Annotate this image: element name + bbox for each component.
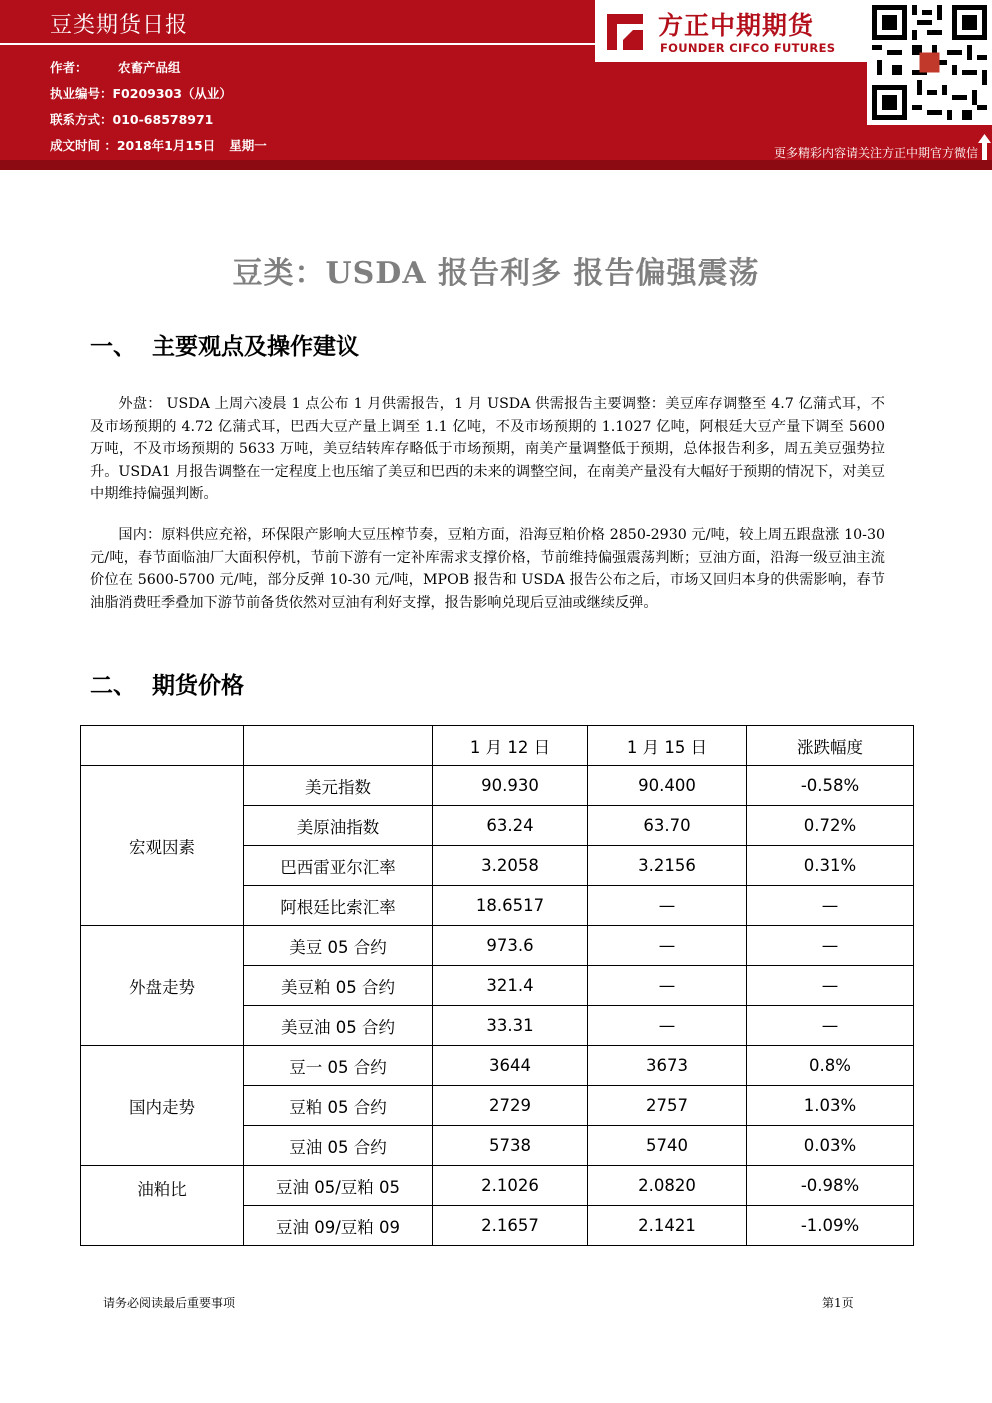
report-header (0, 0, 992, 170)
value-jan15-cell: 90.400 (588, 766, 747, 806)
change-cell: — (747, 966, 914, 1006)
license-label: 执业编号： (50, 86, 113, 101)
item-name-cell: 巴西雷亚尔汇率 (244, 846, 433, 886)
table-header-row (81, 726, 914, 766)
brand-name-cn: 方正中期期货 (658, 11, 815, 40)
value-jan12-cell: 63.24 (433, 806, 588, 846)
table-header-cell: 1 月 12 日 (433, 726, 588, 766)
item-name-cell: 豆油 09/豆粕 09 (244, 1206, 433, 1246)
value-jan15-cell: 2757 (588, 1086, 747, 1126)
value-jan12-cell: 5738 (433, 1126, 588, 1166)
value-jan15-cell: — (588, 886, 747, 926)
section-number: 一、 (90, 334, 136, 360)
change-cell: 0.03% (747, 1126, 914, 1166)
group-label-cell: 外盘走势 (81, 926, 244, 1046)
change-cell: -1.09% (747, 1206, 914, 1246)
qr-code-icon (867, 0, 992, 125)
license-line (50, 84, 232, 102)
footer-notice: 请务必阅读最后重要事项 (103, 1296, 236, 1310)
table-row (81, 1166, 914, 1206)
author-value: 农畜产品组 (118, 60, 181, 75)
table-header-cell (81, 726, 244, 766)
date-value: 2018年1月15日 (116, 138, 216, 153)
item-name-cell: 美元指数 (244, 766, 433, 806)
section-title: 主要观点及操作建议 (152, 334, 359, 360)
group-label-cell: 油粕比 (81, 1166, 244, 1246)
value-jan12-cell: 973.6 (433, 926, 588, 966)
value-jan12-cell: 3.2058 (433, 846, 588, 886)
change-cell: 0.31% (747, 846, 914, 886)
license-value: F0209303（从业） (112, 86, 232, 101)
value-jan12-cell: 2.1657 (433, 1206, 588, 1246)
change-cell: -0.98% (747, 1166, 914, 1206)
table-header-cell: 1 月 15 日 (588, 726, 747, 766)
author-label: 作者： (50, 60, 88, 75)
group-label-cell: 宏观因素 (81, 766, 244, 926)
table-row (81, 766, 914, 806)
section-heading-2 (90, 667, 244, 700)
header-bottom-band (0, 160, 992, 170)
value-jan12-cell: 2.1026 (433, 1166, 588, 1206)
value-jan15-cell: 63.70 (588, 806, 747, 846)
paragraph-domestic: 国内：原料供应充裕，环保限产影响大豆压榨节奏，豆粕方面，沿海豆粕价格 2850-2930 元/吨，较上周五跟盘涨 10-30 元/吨，春节面临油厂大面积停机，节前下游有一定补库需求支撑价格，节前维持偏强震荡判断；豆油方面，沿海一级豆油主流价位在 5600-5700 元/吨，部分反弹 10-30 元/吨，MPOB 报告和 USDA 报告公布之后，市场又回归本身的供需影响，春节油脂消费旺季叠加下游节前备货依然对豆油有利好支撑，报告影响兑现后豆油或继续反弹。 (90, 527, 885, 611)
section-heading-1 (90, 328, 359, 361)
company-logo-icon (603, 10, 647, 54)
change-cell: 0.8% (747, 1046, 914, 1086)
value-jan12-cell: 2729 (433, 1086, 588, 1126)
item-name-cell: 豆粕 05 合约 (244, 1086, 433, 1126)
item-name-cell: 美豆油 05 合约 (244, 1006, 433, 1046)
table-row (81, 1046, 914, 1086)
value-jan15-cell: 2.0820 (588, 1166, 747, 1206)
value-jan15-cell: — (588, 1006, 747, 1046)
contact-line (50, 110, 213, 128)
change-cell: -0.58% (747, 766, 914, 806)
item-name-cell: 美豆 05 合约 (244, 926, 433, 966)
section-title: 期货价格 (152, 673, 244, 699)
value-jan15-cell: — (588, 966, 747, 1006)
table-row (81, 926, 914, 966)
brand-name-en: FOUNDER CIFCO FUTURES (660, 41, 836, 55)
value-jan15-cell: 2.1421 (588, 1206, 747, 1246)
section-number: 二、 (90, 673, 136, 699)
author-line (50, 58, 181, 76)
value-jan15-cell: 3673 (588, 1046, 747, 1086)
date-label: 成文时间 ： (50, 138, 117, 153)
contact-label: 联系方式： (50, 112, 113, 127)
group-label-cell: 国内走势 (81, 1046, 244, 1166)
page-title: 豆类：USDA 报告利多 报告偏强震荡 (232, 256, 760, 291)
item-name-cell: 美豆粕 05 合约 (244, 966, 433, 1006)
value-jan12-cell: 18.6517 (433, 886, 588, 926)
value-jan15-cell: 5740 (588, 1126, 747, 1166)
item-name-cell: 美原油指数 (244, 806, 433, 846)
item-name-cell: 豆油 05 合约 (244, 1126, 433, 1166)
page-number: 第1页 (822, 1296, 854, 1310)
up-arrow-icon (978, 134, 991, 160)
report-type-title: 豆类期货日报 (50, 13, 189, 38)
change-cell: 1.03% (747, 1086, 914, 1126)
weekday: 星期一 (229, 138, 267, 153)
table-header-cell (244, 726, 433, 766)
paragraph-overseas: 外盘： USDA 上周六凌晨 1 点公布 1 月供需报告，1 月 USDA 供需报告主要调整：美豆库存调整至 4.7 亿蒲式耳，不及市场预期的 4.72 亿蒲式耳，巴西大豆产量上调至 1.1 亿吨，不及市场预期的 1.1027 亿吨，阿根廷大豆产量下调至 5600 万吨，不及市场预期的 5633 万吨，美豆结转库存略低于市场预期，南美产量调整低于预期，总体报告利多，周五美豆强势拉升。USDA1 月报告调整在一定程度上也压缩了美豆和巴西的未来的调整空间，在南美产量没有大幅好于预期的情况下，对美豆中期维持偏强判断。 (90, 396, 885, 502)
header-divider (0, 43, 595, 45)
change-cell: 0.72% (747, 806, 914, 846)
item-name-cell: 豆一 05 合约 (244, 1046, 433, 1086)
value-jan15-cell: — (588, 926, 747, 966)
value-jan12-cell: 321.4 (433, 966, 588, 1006)
value-jan12-cell: 33.31 (433, 1006, 588, 1046)
value-jan12-cell: 90.930 (433, 766, 588, 806)
change-cell: — (747, 1006, 914, 1046)
date-line (50, 136, 267, 154)
value-jan15-cell: 3.2156 (588, 846, 747, 886)
table-header-cell: 涨跌幅度 (747, 726, 914, 766)
item-name-cell: 阿根廷比索汇率 (244, 886, 433, 926)
contact-value: 010-68578971 (112, 112, 214, 127)
change-cell: — (747, 926, 914, 966)
item-name-cell: 豆油 05/豆粕 05 (244, 1166, 433, 1206)
value-jan12-cell: 3644 (433, 1046, 588, 1086)
change-cell: — (747, 886, 914, 926)
follow-wechat-text: 更多精彩内容请关注方正中期官方微信 (773, 146, 978, 160)
futures-price-table (80, 725, 914, 1246)
